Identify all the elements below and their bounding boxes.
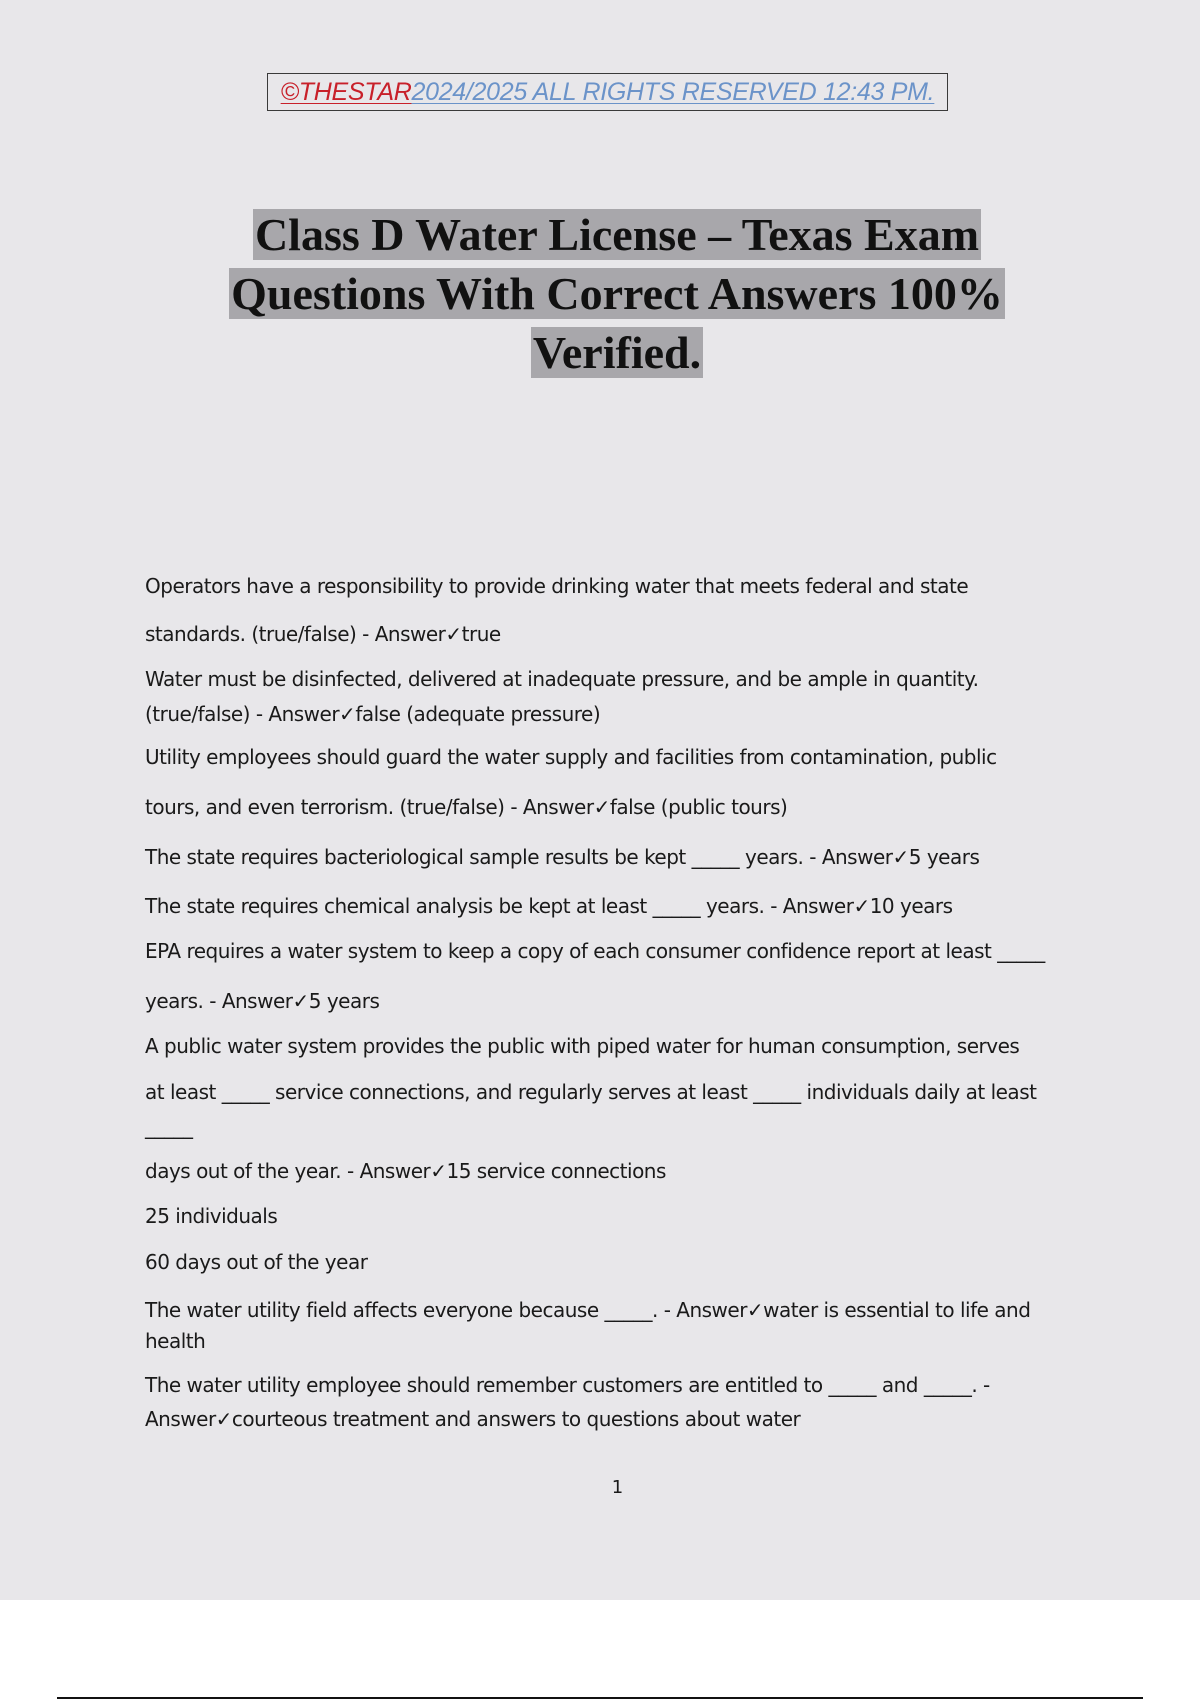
- qa-line: (true/false) - Answer✓false (adequate pressure): [145, 702, 601, 726]
- qa-line: 25 individuals: [145, 1204, 278, 1228]
- qa-line: health: [145, 1329, 206, 1353]
- qa-line: Operators have a responsibility to provide drinking water that meets federal and state: [145, 574, 969, 598]
- watermark-brand: ©THESTAR: [280, 77, 412, 106]
- qa-line: Answer✓courteous treatment and answers to questions about water: [145, 1407, 801, 1431]
- document-title: [150, 205, 1084, 382]
- qa-line: at least _____ service connections, and regularly serves at least _____ individuals daily at least: [145, 1080, 1037, 1104]
- page-number: 1: [611, 1477, 624, 1498]
- qa-line: days out of the year. - Answer✓15 service connections: [145, 1159, 666, 1183]
- title-line-2: Questions With Correct Answers 100%: [231, 268, 1003, 319]
- qa-line: EPA requires a water system to keep a copy of each consumer confidence report at least _____: [145, 939, 1045, 963]
- title-line-1: Class D Water License – Texas Exam: [254, 209, 980, 260]
- copyright-watermark: [267, 73, 948, 111]
- qa-line: 60 days out of the year: [145, 1250, 368, 1274]
- qa-line: years. - Answer✓5 years: [145, 989, 380, 1013]
- qa-line: The state requires bacteriological sample results be kept _____ years. - Answer✓5 years: [145, 845, 980, 869]
- qa-line: Water must be disinfected, delivered at inadequate pressure, and be ample in quantity.: [145, 667, 979, 691]
- watermark-text: 2024/2025 ALL RIGHTS RESERVED 12:43 PM.: [411, 77, 935, 106]
- title-line-3: Verified.: [532, 327, 702, 378]
- qa-line: standards. (true/false) - Answer✓true: [145, 622, 501, 646]
- qa-line: The water utility employee should remember customers are entitled to _____ and _____. -: [145, 1373, 990, 1397]
- qa-line: tours, and even terrorism. (true/false) - Answer✓false (public tours): [145, 795, 788, 819]
- qa-line: _____: [145, 1115, 193, 1139]
- qa-line: Utility employees should guard the water supply and facilities from contamination, public: [145, 745, 997, 769]
- next-page-top-rule: [57, 1697, 1143, 1699]
- qa-line: The state requires chemical analysis be kept at least _____ years. - Answer✓10 years: [145, 894, 953, 918]
- qa-line: A public water system provides the public with piped water for human consumption, serves: [145, 1034, 1020, 1058]
- qa-line: The water utility field affects everyone because _____. - Answer✓water is essential to life and: [145, 1298, 1031, 1322]
